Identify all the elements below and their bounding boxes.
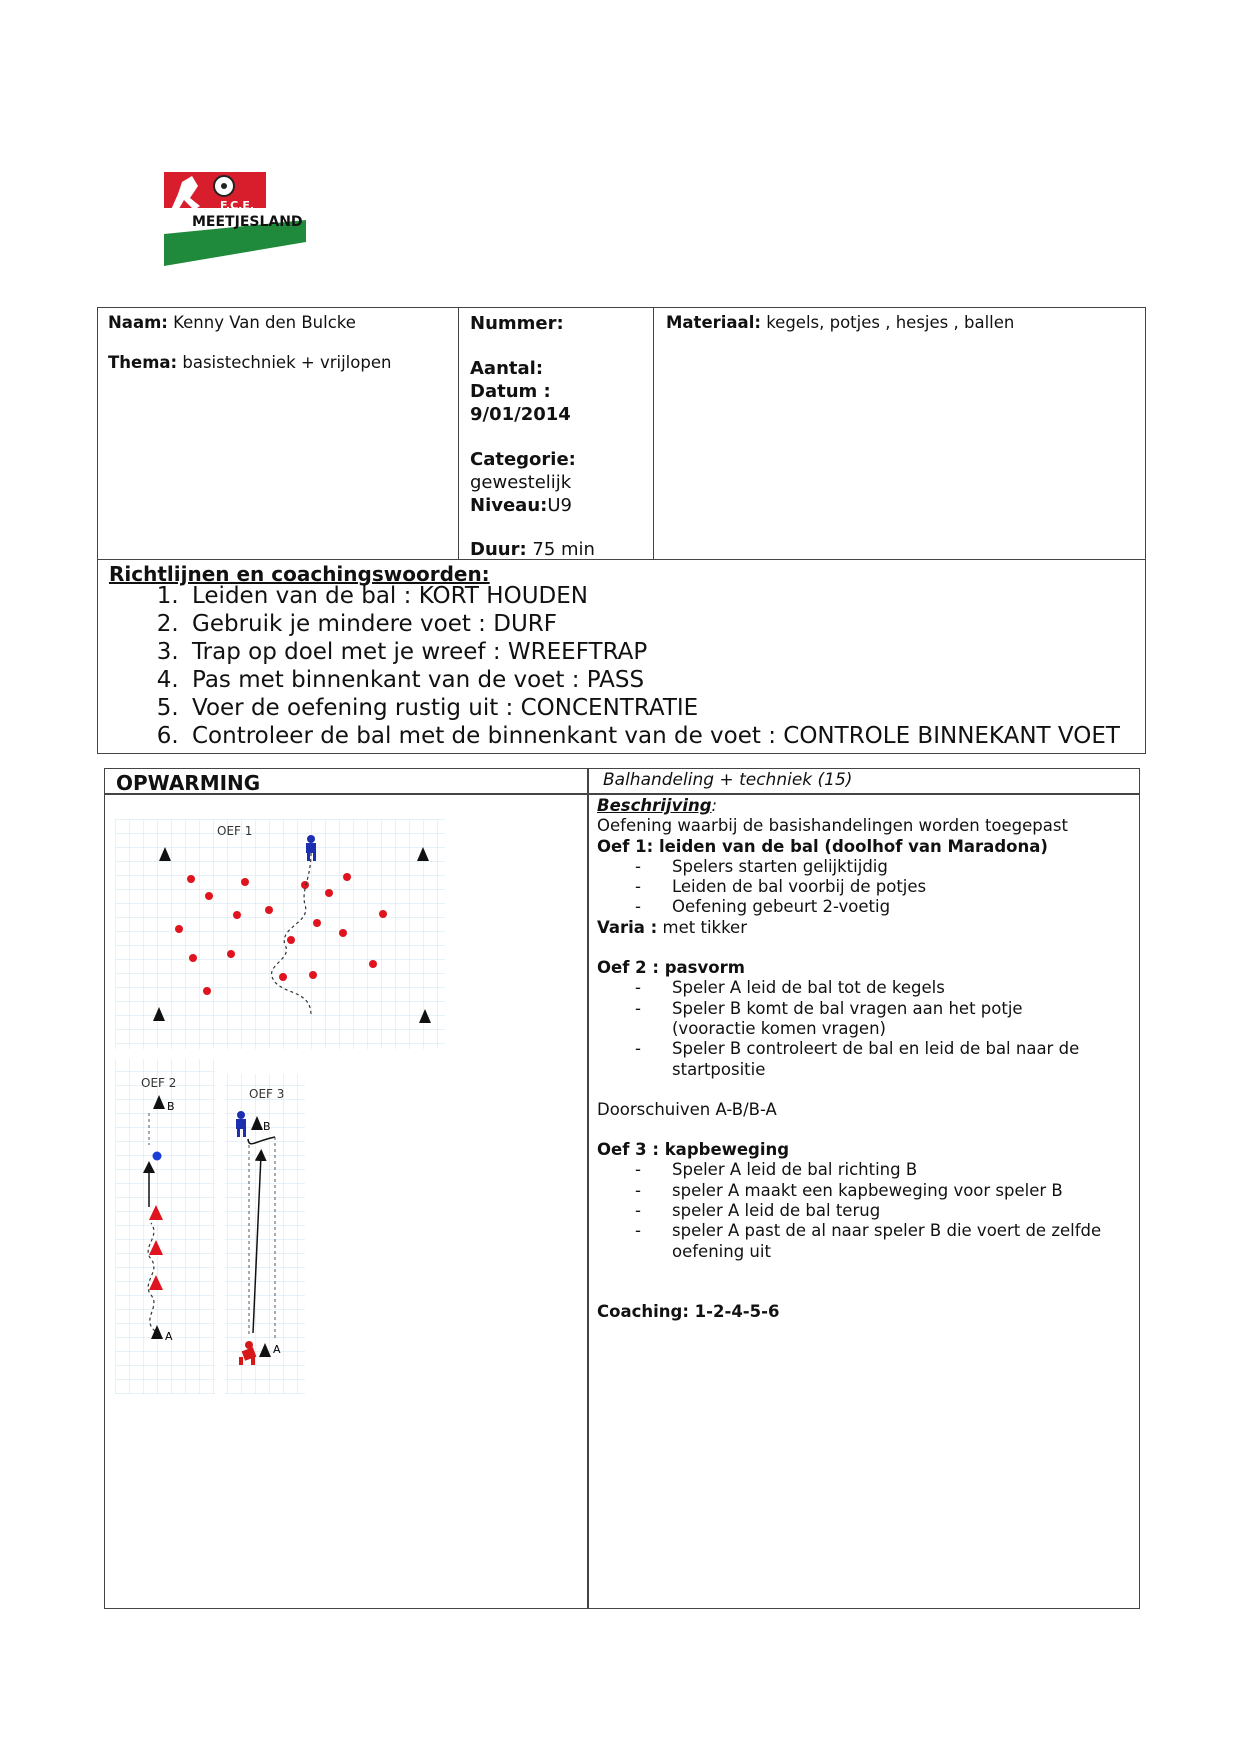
list-item: - Speler A leid de bal tot de kegels [635, 978, 945, 998]
categorie-value: gewestelijk [470, 472, 572, 493]
duur-value: 75 min [532, 539, 595, 560]
niveau-value: U9 [547, 495, 572, 516]
list-item-continuation: startpositie [672, 1059, 766, 1079]
richtlijnen-list [146, 582, 1120, 750]
oef3-label-a: A [273, 1343, 281, 1356]
header-table [97, 307, 1146, 560]
oef3-label: OEF 3 [249, 1087, 285, 1101]
list-item: - Speler A leid de bal richting B [635, 1160, 918, 1180]
ball-icon [153, 1152, 162, 1161]
naam-value: Kenny Van den Bulcke [173, 313, 356, 332]
oef2-label: OEF 2 [141, 1076, 177, 1090]
list-item: - speler A maakt een kapbeweging voor speler B [635, 1180, 1063, 1200]
opwarming-subtitle: Balhandeling + techniek (15) [603, 770, 853, 790]
richtlijnen-section [97, 560, 1146, 754]
oef2-field [115, 1059, 215, 1394]
list-item: 5. Voer de oefening rustig uit : CONCENTRATIE [186, 694, 1120, 722]
oef2-label-a: A [165, 1330, 173, 1343]
materiaal-label: Materiaal: [666, 313, 761, 332]
oef1-title: Oef 1: leiden van de bal (doolhof van Maradona) [597, 836, 1048, 856]
opwarming-title: OPWARMING [116, 771, 261, 795]
list-item: - Oefening gebeurt 2-voetig [635, 897, 891, 917]
list-item: 2. Gebruik je mindere voet : DURF [186, 610, 1120, 638]
list-item: 6. Controleer de bal met de binnenkant van de voet : CONTROLE BINNEKANT VOET [186, 722, 1120, 750]
nummer-label: Nummer: [470, 313, 564, 334]
datum-label: Datum : [470, 381, 551, 402]
list-item: - Spelers starten gelijktijdig [635, 856, 888, 876]
list-item-continuation: (vooractie komen vragen) [672, 1018, 886, 1038]
oef3-title: Oef 3 : kapbeweging [597, 1140, 790, 1160]
varia-row: Varia : met tikker [597, 917, 747, 937]
header-col-materiaal [655, 308, 1145, 559]
beschrijving [597, 796, 1137, 1322]
oef2-label-b: B [167, 1100, 175, 1113]
naam-row [108, 312, 356, 333]
beschrijving-label: Beschrijving [597, 796, 712, 815]
list-item: 3. Trap op doel met je wreef : WREEFTRAP [186, 638, 1120, 666]
club-logo [160, 168, 310, 268]
thema-value: basistechniek + vrijlopen [182, 353, 392, 372]
datum-value: 9/01/2014 [470, 404, 571, 425]
intro-text: Oefening waarbij de basishandelingen worden toegepast [597, 816, 1068, 836]
richtlijnen-title: Richtlijnen en coachingswoorden: [109, 562, 490, 586]
header-col-details [459, 308, 654, 559]
doorschuiven-text: Doorschuiven A-B/B-A [597, 1099, 777, 1119]
column-divider [587, 769, 589, 1608]
list-item: - Speler B controleert de bal en leid de bal naar de [635, 1039, 1080, 1059]
opwarming-table [104, 768, 1140, 1609]
list-item: 1. Leiden van de bal : KORT HOUDEN [186, 582, 1120, 610]
svg-text:F.C.E.: F.C.E. [220, 199, 255, 212]
niveau-label: Niveau: [470, 495, 548, 516]
naam-label: Naam: [108, 313, 168, 332]
aantal-label: Aantal: [470, 358, 544, 379]
materiaal-value: kegels, potjes , hesjes , ballen [766, 313, 1015, 332]
oef3-label-b: B [263, 1120, 271, 1133]
coaching-text: Coaching: 1-2-4-5-6 [597, 1301, 780, 1321]
list-item: - Leiden de bal voorbij de potjes [635, 877, 927, 897]
categorie-label: Categorie: [470, 449, 576, 470]
list-item: - speler A past de al naar speler B die voert de zelfde [635, 1221, 1102, 1241]
header-col-name [98, 308, 459, 559]
oef1-label: OEF 1 [217, 824, 253, 838]
beschrijving-colon: : [711, 796, 718, 815]
list-item-continuation: oefening uit [672, 1241, 771, 1261]
exercise-diagram [115, 819, 575, 1399]
thema-row [108, 352, 391, 373]
list-item: - Speler B komt de bal vragen aan het potje [635, 998, 1023, 1018]
thema-label: Thema: [108, 353, 178, 372]
list-item: 4. Pas met binnenkant van de voet : PASS [186, 666, 1120, 694]
duur-label: Duur: [470, 539, 527, 560]
list-item: - speler A leid de bal terug [635, 1201, 881, 1221]
svg-text:MEETJESLAND: MEETJESLAND [192, 214, 303, 230]
oef2-title: Oef 2 : pasvorm [597, 958, 745, 978]
